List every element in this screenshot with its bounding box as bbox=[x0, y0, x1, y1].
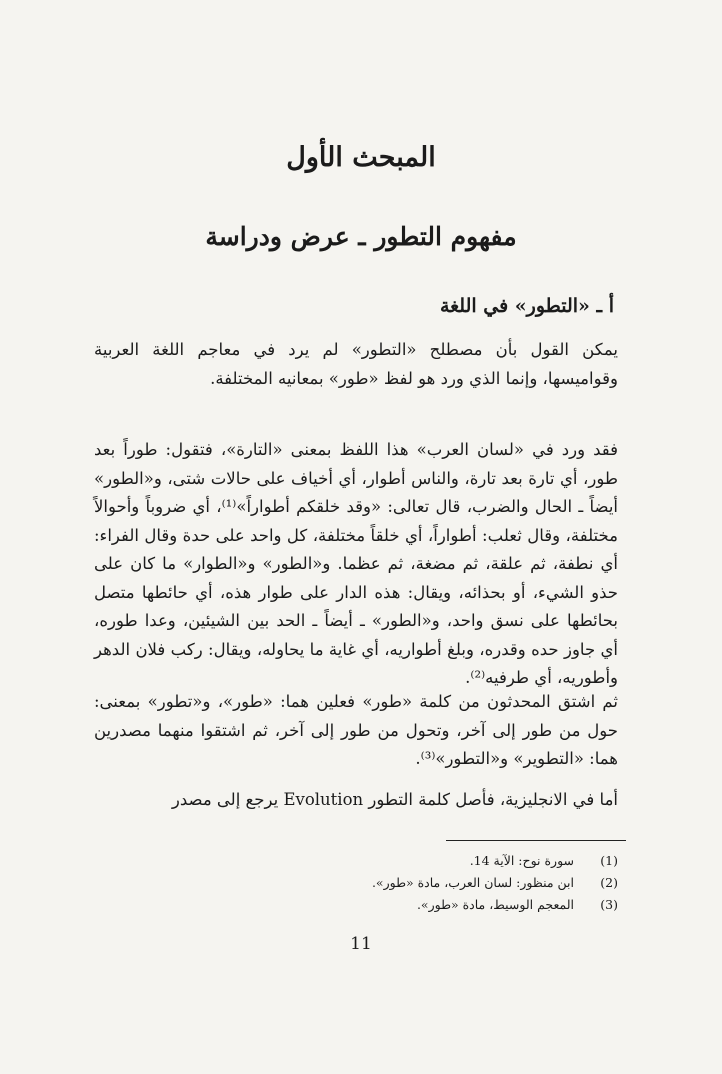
footnote-text: ابن منظور: لسان العرب، مادة «طور». bbox=[371, 875, 575, 890]
page-number: 11 bbox=[350, 934, 372, 954]
paragraph-3: ثم اشتق المحدثون من كلمة «طور» فعلين هما: «طور»، و«تطور» بمعنى: حول من طور إلى آخر، وتحول من طور إلى آخر، ثم اشتقوا منهما مصدرين هما: «التطوير» و«التطور»⁽³⁾. bbox=[94, 692, 618, 768]
paragraph-4: أما في الانجليزية، فأصل كلمة التطور Evolution يرجع إلى مصدر bbox=[171, 790, 618, 809]
footnote-1 bbox=[98, 850, 618, 872]
footnote-number: (3) bbox=[600, 897, 618, 912]
footnote-number: (2) bbox=[600, 875, 618, 890]
paragraph-2: فقد ورد في «لسان العرب» هذا اللفظ بمعنى «التارة»، فتقول: طوراً بعد طور، أي تارة بعد تارة، والناس أطوار، أي أخياف على حالات شتى، و«الطور» أيضاً ـ الحال والضرب، قال تعالى: «وقد خلقكم أطواراً»⁽¹⁾، أي ضروباً وأحوالاً مختلفة، وقال ثعلب: أطواراً، أي خلقاً مختلفة، كل واحد على حدة وقال الفراء: أي نطفة، ثم علقة، ثم مضغة، ثم عظما. و«الطور» و«الطوار» ما كان على حذو الشيء، أو بحذائه، ويقال: هذه الدار على طوار هذه، أي حائطها متصل بحائطها على نسق واحد، و«الطور» ـ أيضاً ـ الحد بين الشيئين، وعدا طوره، أي جاوز حده وقدره، وبلغ أطواريه، أي غاية ما يحاوله، ويقال: ركب فلان الدهر وأطوريه، أي طرفيه⁽²⁾. bbox=[94, 440, 618, 687]
footnote-number: (1) bbox=[600, 853, 618, 868]
subsection-title: أ ـ «التطور» في اللغة bbox=[439, 295, 614, 317]
paragraph-1: يمكن القول بأن مصطلح «التطور» لم يرد في معاجم اللغة العربية وقواميسها، وإنما الذي ورد هو لفظ «طور» بمعانيه المختلفة. bbox=[94, 340, 618, 388]
footnote-text: المعجم الوسيط، مادة «طور». bbox=[416, 897, 575, 912]
footnote-2 bbox=[98, 872, 618, 894]
section-subheading: مفهوم التطور ـ عرض ودراسة bbox=[205, 222, 517, 251]
footnote-3 bbox=[98, 894, 618, 916]
footnote-text: سورة نوح: الآية 14. bbox=[469, 853, 575, 868]
section-heading: المبحث الأول bbox=[286, 142, 436, 173]
footnote-divider bbox=[446, 840, 626, 841]
